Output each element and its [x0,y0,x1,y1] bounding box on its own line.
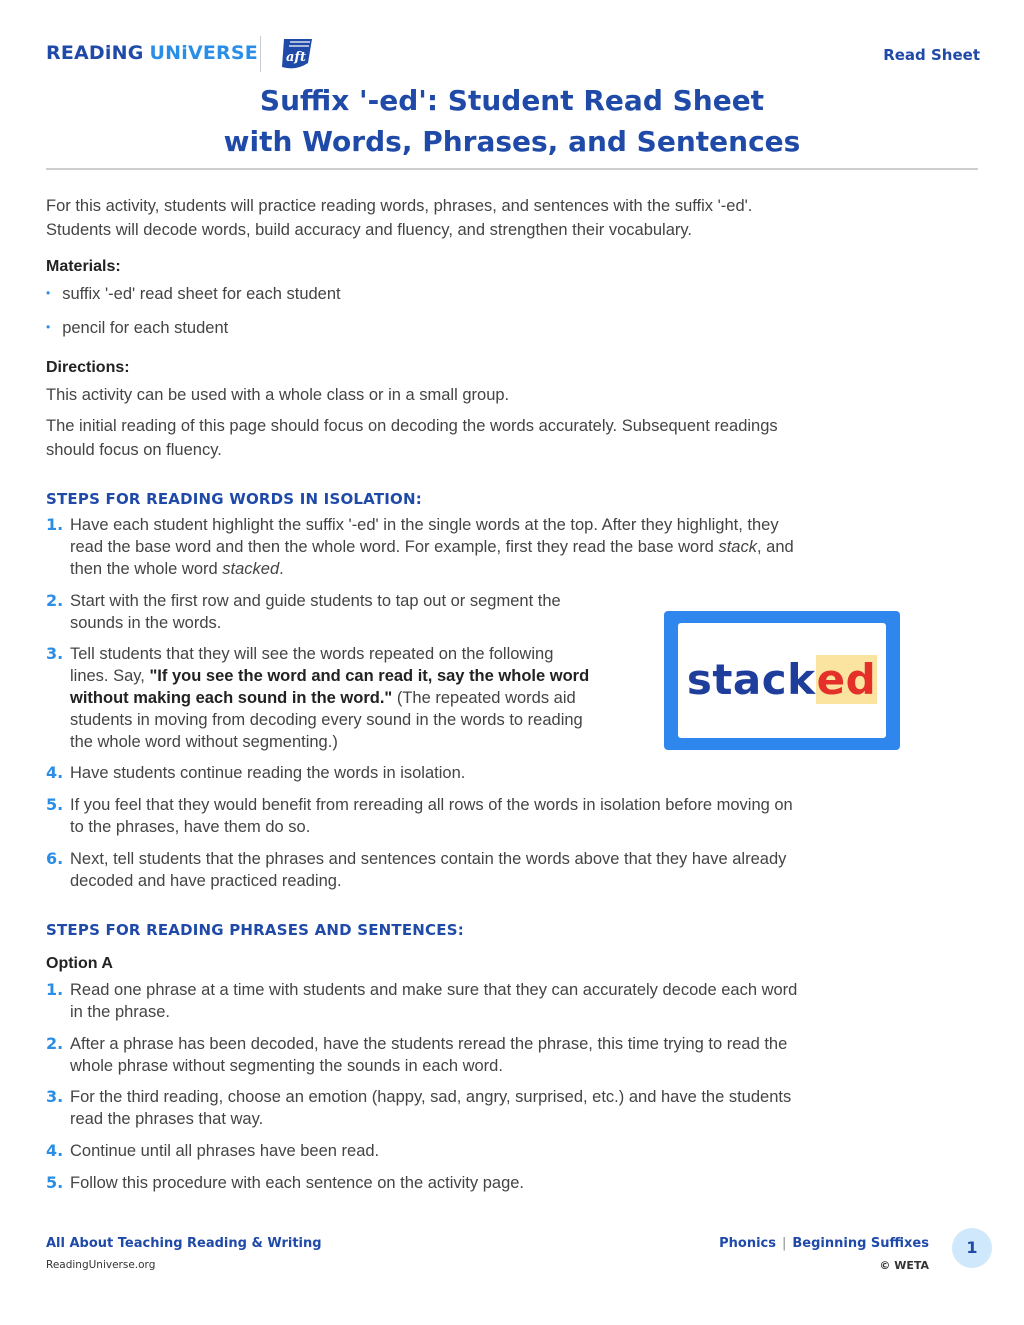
step-text: lines. Say, [70,667,150,685]
phrase-step [46,1140,926,1164]
phrase-step [46,979,926,1023]
step-number: 2. [46,591,64,610]
step-number: 5. [46,795,64,814]
bullet-icon: • [46,320,51,334]
step-line [70,536,794,558]
step-number: 4. [46,763,64,782]
materials-item-text: suffix '-ed' read sheet for each student [62,285,341,303]
isolation-heading: STEPS FOR READING WORDS IN ISOLATION: [46,490,422,508]
logo-word-reading: READiNG [46,42,144,64]
step-line: After a phrase has been decoded, have the students reread the phrase, this time trying to read the [70,1035,788,1053]
intro-line-2: Students will decode words, build accuracy and fluency, and strengthen their vocabulary. [46,221,693,239]
step-line: decoded and have practiced reading. [70,872,342,890]
example-word-stacked [682,655,882,705]
page-title [0,80,1024,162]
step-line: If you feel that they would benefit from rereading all rows of the words in isolation before moving on [70,796,793,814]
step-number: 2. [46,1034,64,1053]
step-line [70,665,660,687]
example-word: stack [718,538,757,556]
quoted-instruction: "If you see the word and can read it, say the whole word [149,667,590,685]
step-line: Have students continue reading the words in isolation. [70,764,466,782]
directions-p1: This activity can be used with a whole class or in a small group. [46,386,510,404]
directions-p2-line-1: The initial reading of this page should focus on decoding the words accurately. Subsequent readings [46,417,778,435]
step-text: read the base word and then the whole word. For example, first they read the base word [70,538,719,556]
option-label: Option A [46,955,113,972]
phrase-step [46,1086,926,1130]
step-line: Next, tell students that the phrases and sentences contain the words above that they have already [70,850,787,868]
title-line-1: Suffix '-ed': Student Read Sheet [259,84,765,117]
page-header [46,36,980,76]
step-line [70,687,660,709]
footer-copyright: © WETA [879,1259,929,1272]
step-line: read the phrases that way. [70,1110,264,1128]
directions-label: Directions: [46,359,130,376]
step-line: Have each student highlight the suffix '-ed' in the single words at the top. After they highlight, they [70,516,779,534]
isolation-step [46,794,926,838]
step-line: Tell students that they will see the words repeated on the following [70,645,554,663]
phrase-step [46,1172,926,1196]
step-line: Continue until all phrases have been read. [70,1142,380,1160]
step-number: 1. [46,515,64,534]
step-line: Follow this procedure with each sentence on the activity page. [70,1174,525,1192]
step-line: Read one phrase at a time with students and make sure that they can accurately decode each word [70,981,798,999]
footer-breadcrumb [719,1236,929,1251]
intro-line-1: For this activity, students will practice reading words, phrases, and sentences with the suffix '-ed'. [46,197,753,215]
step-text: (The repeated words aid [392,689,576,707]
step-line: in the phrase. [70,1003,170,1021]
title-divider [46,168,978,170]
step-line: whole phrase without segmenting the sounds in each word. [70,1057,503,1075]
read-sheet-tag: Read Sheet [883,46,980,64]
highlighted-suffix: ed [816,655,877,704]
title-line-2: with Words, Phrases, and Sentences [223,125,801,158]
phrase-step [46,1033,926,1077]
step-number: 4. [46,1141,64,1160]
step-text: then the whole word [70,560,223,578]
step-line: the whole word without segmenting.) [70,733,338,751]
materials-item [46,319,228,338]
page-number-badge: 1 [952,1228,992,1268]
phrases-heading: STEPS FOR READING PHRASES AND SENTENCES: [46,921,464,939]
step-number: 3. [46,1087,64,1106]
step-text: . [279,560,284,578]
step-line: students in moving from decoding every sound in the words to reading [70,711,583,729]
aft-logo-icon[interactable] [276,37,316,71]
bullet-icon: • [46,286,51,300]
directions-p2 [46,414,778,462]
isolation-step [46,514,906,580]
quoted-instruction: without making each sound in the word." [70,689,393,707]
breadcrumb-separator: | [782,1236,787,1251]
isolation-step [46,848,926,892]
footer-site-link[interactable]: ReadingUniverse.org [46,1259,156,1271]
isolation-step [46,762,906,786]
example-word: stacked [222,560,280,578]
breadcrumb-beginning-suffixes[interactable]: Beginning Suffixes [792,1236,929,1251]
isolation-step [46,643,656,753]
step-text: , and [756,538,794,556]
intro-paragraph [46,194,752,242]
directions-p2-line-2: should focus on fluency. [46,441,222,459]
step-line: to the phrases, have them do so. [70,818,311,836]
example-word-card [664,611,900,750]
breadcrumb-phonics[interactable]: Phonics [719,1236,776,1251]
materials-item [46,285,341,304]
footer-series-title: All About Teaching Reading & Writing [46,1236,322,1251]
step-line: sounds in the words. [70,614,222,632]
step-number: 6. [46,849,64,868]
logo-divider [260,36,261,72]
isolation-step [46,590,656,634]
materials-item-text: pencil for each student [62,319,229,337]
base-word: stack [686,655,816,704]
word-card-inner [678,623,886,738]
step-line: Start with the first row and guide students to tap out or segment the [70,592,561,610]
materials-label: Materials: [46,258,121,275]
step-number: 1. [46,980,64,999]
step-line: For the third reading, choose an emotion (happy, sad, angry, surprised, etc.) and have the students [70,1088,792,1106]
aft-logo-text: aft [285,50,307,65]
step-number: 5. [46,1173,64,1192]
step-number: 3. [46,644,64,663]
reading-universe-logo[interactable] [46,42,258,64]
step-line [70,558,794,580]
logo-word-universe: UNiVERSE [149,42,258,64]
